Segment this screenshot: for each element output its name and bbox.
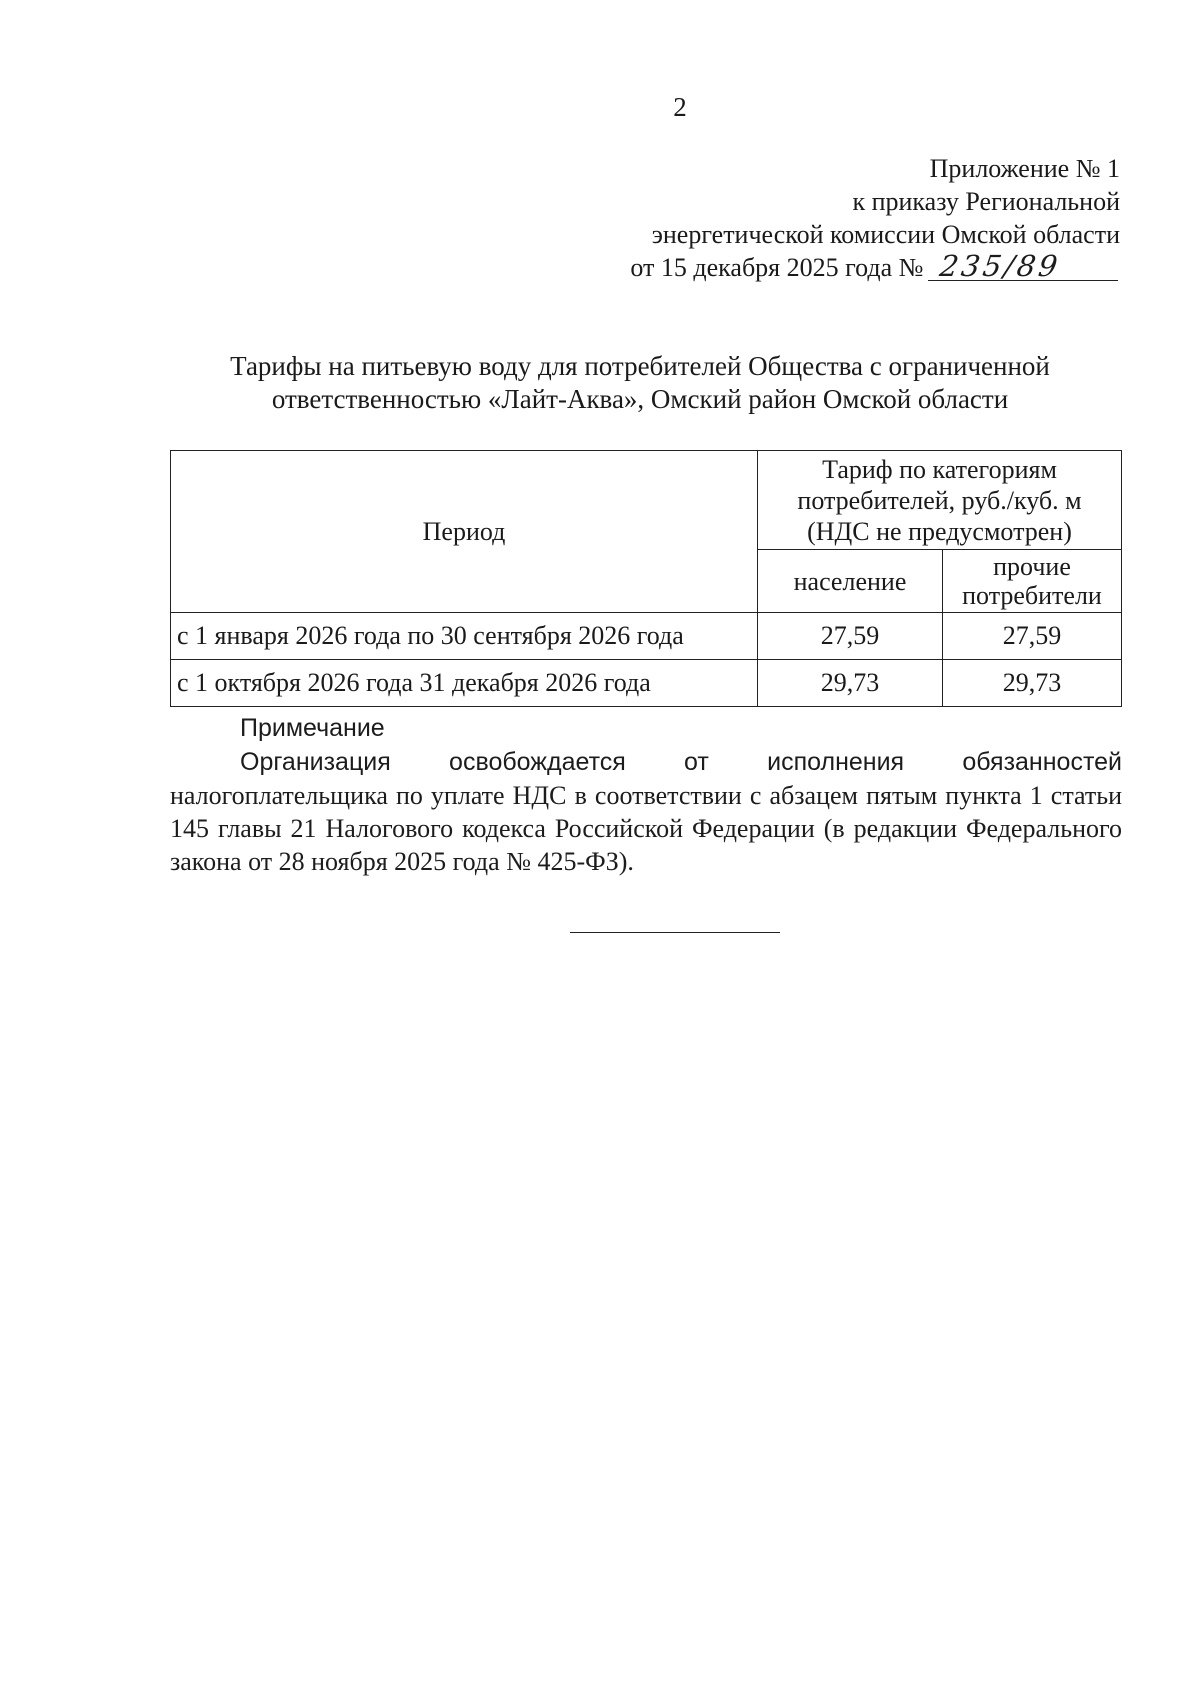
row-population-tariff: 27,59 (758, 613, 943, 660)
end-divider (570, 932, 780, 933)
row-other-tariff: 27,59 (943, 613, 1122, 660)
note-text (170, 745, 1122, 878)
row-period: с 1 января 2026 года по 30 сентября 2026 года (171, 613, 758, 660)
note-title: Примечание (240, 714, 385, 742)
table-row (171, 660, 1122, 707)
document-title (160, 350, 1120, 416)
document-title-line-2: ответственностью «Лайт-Аква», Омский район Омской области (271, 384, 1009, 414)
page-number: 2 (673, 92, 687, 122)
tariff-table (170, 450, 1122, 707)
table-header-row (171, 451, 1122, 550)
appendix-order-line (630, 251, 1120, 284)
row-other-tariff: 29,73 (943, 660, 1122, 707)
header-population: население (758, 550, 943, 613)
header-other-consumers: прочие потребители (943, 550, 1122, 613)
row-population-tariff: 29,73 (758, 660, 943, 707)
handwritten-order-number: 235/89 (928, 252, 1122, 281)
header-period: Период (171, 451, 758, 613)
appendix-date: от 15 декабря 2025 года № (630, 253, 924, 282)
note-text-start: Организация освобождается от исполнения обязанностей (240, 748, 1122, 776)
header-tariff: Тариф по категориям потребителей, руб./куб. м (НДС не предусмотрен) (758, 451, 1122, 550)
appendix-line-2: к приказу Региональной (852, 187, 1120, 216)
table-row (171, 613, 1122, 660)
document-title-line-1: Тарифы на питьевую воду для потребителей Общества с ограниченной (230, 351, 1050, 381)
appendix-line-1: Приложение № 1 (929, 154, 1120, 183)
row-period: с 1 октября 2026 года 31 декабря 2026 года (171, 660, 758, 707)
note-text-rest: налогоплательщика по уплате НДС в соответствии с абзацем пятым пункта 1 статьи 145 главы 21 Налогового кодекса Российской Федерации (в редакции Федерального закона от 28 ноября 2025 года № 425-ФЗ). (170, 781, 1122, 876)
appendix-header (600, 152, 1120, 284)
appendix-line-3: энергетической комиссии Омской области (651, 220, 1120, 249)
note-block (170, 712, 1122, 878)
